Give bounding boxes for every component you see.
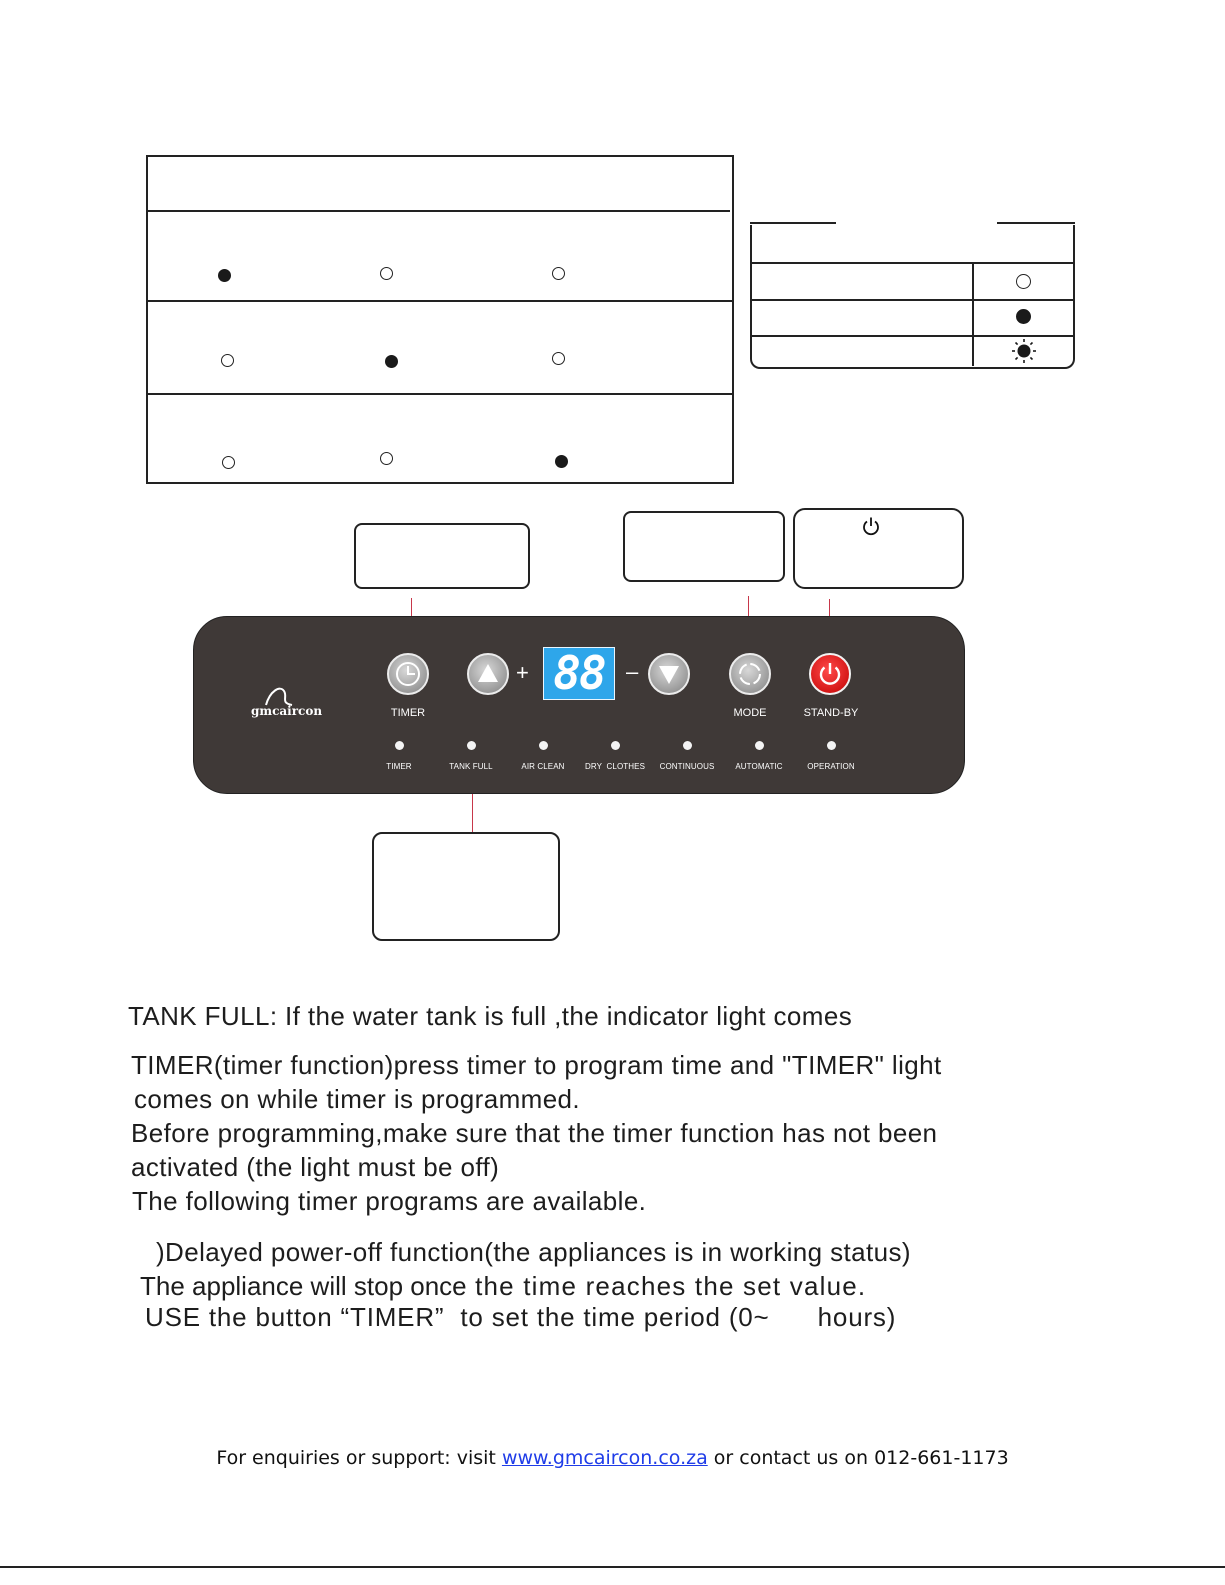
mode-callout-box (623, 511, 785, 582)
cycle-icon (731, 655, 769, 693)
mode-dot-r3-c2 (380, 452, 393, 465)
indicator-light-automatic (755, 741, 764, 750)
timer-description-line1: TIMER(timer function)press timer to program time and "TIMER" light (131, 1050, 942, 1080)
digit-display (543, 647, 615, 700)
indicator-label-timer: TIMER (386, 762, 412, 771)
triangle-up-icon (469, 655, 507, 693)
increase-button[interactable] (467, 653, 509, 695)
indicator-label-continuous: CONTINUOUS (659, 762, 715, 771)
gmcaircon-logo: gmcaircon (251, 704, 323, 718)
support-footer (0, 1447, 1225, 1469)
table-divider (148, 393, 732, 395)
timer-callout-box (354, 523, 530, 589)
mode-button[interactable] (729, 653, 771, 695)
legend-divider (752, 299, 1073, 301)
table-divider (148, 300, 732, 302)
standby-button[interactable] (809, 653, 851, 695)
indicator-label-tank-full: TANK FULL (449, 762, 493, 771)
indicator-label-dry-clothes: DRY CLOTHES (584, 762, 646, 771)
before-programming-line1: Before programming,make sure that the timer function has not been (131, 1118, 938, 1148)
indicator-light-operation (827, 741, 836, 750)
footer-prefix: For enquiries or support: visit (216, 1447, 502, 1469)
legend-flashing-icon (1011, 338, 1037, 364)
indicator-label-automatic: AUTOMATIC (735, 762, 783, 771)
legend-top-line (997, 222, 1075, 224)
decrease-button[interactable] (648, 653, 690, 695)
indicator-light-dry-clothes (611, 741, 620, 750)
legend-divider (752, 262, 1073, 264)
indicator-light-air-clean (539, 741, 548, 750)
footer-suffix: or contact us on 012-661-1173 (707, 1447, 1009, 1469)
mode-dot-r1-c2 (380, 267, 393, 280)
mode-dot-r1-c1 (218, 269, 231, 282)
timer-button[interactable] (387, 653, 429, 695)
mode-dot-r3-c1 (222, 456, 235, 469)
plus-sign: + (516, 660, 529, 685)
legend-on-icon (1016, 309, 1031, 324)
minus-sign: – (626, 659, 639, 684)
legend-off-icon (1016, 274, 1031, 289)
indicator-light-continuous (683, 741, 692, 750)
mode-button-label: MODE (733, 707, 767, 719)
website-link[interactable]: www.gmcaircon.co.za (501, 1447, 708, 1469)
indicator-light-timer (395, 741, 404, 750)
mode-dot-r2-c1 (221, 354, 234, 367)
appliance-stop-rest: the time reaches the set value. (466, 1271, 867, 1301)
display-value: 88 (553, 646, 605, 700)
table-divider (148, 210, 730, 212)
appliance-stop-line (140, 1271, 866, 1302)
page-bottom-rule (0, 1566, 1225, 1568)
mode-dot-r3-c3 (555, 455, 568, 468)
appliance-stop-emphasis: The appliance will stop once (140, 1271, 467, 1301)
power-icon (861, 516, 881, 538)
timer-button-label: TIMER (390, 707, 426, 719)
clock-icon (389, 655, 427, 693)
timer-programs-intro: The following timer programs are available. (132, 1186, 647, 1216)
standby-button-label: STAND-BY (803, 707, 859, 719)
power-icon (811, 655, 849, 693)
indicator-label-air-clean: AIR CLEAN (521, 762, 565, 771)
mode-dot-r2-c3 (552, 352, 565, 365)
indicator-label-operation: OPERATION (807, 762, 855, 771)
tank-full-description: TANK FULL: If the water tank is full ,the indicator light comes (128, 1001, 853, 1031)
timer-description-line2: comes on while timer is programmed. (134, 1084, 581, 1114)
mode-dot-r1-c3 (552, 267, 565, 280)
legend-divider (752, 335, 1073, 337)
mode-dot-r2-c2 (385, 355, 398, 368)
legend-column-divider (972, 262, 974, 366)
use-timer-button-line: USE the button “TIMER” to set the time period (0~ hours) (145, 1302, 897, 1332)
mode-indicator-table (146, 155, 734, 484)
delayed-power-off-heading: )Delayed power-off function(the appliances is in working status) (156, 1237, 911, 1267)
legend-top-line (750, 222, 836, 224)
indicator-light-tank-full (467, 741, 476, 750)
triangle-down-icon (650, 655, 688, 693)
before-programming-line2: activated (the light must be off) (131, 1152, 500, 1182)
tank-full-callout-box (372, 832, 560, 941)
